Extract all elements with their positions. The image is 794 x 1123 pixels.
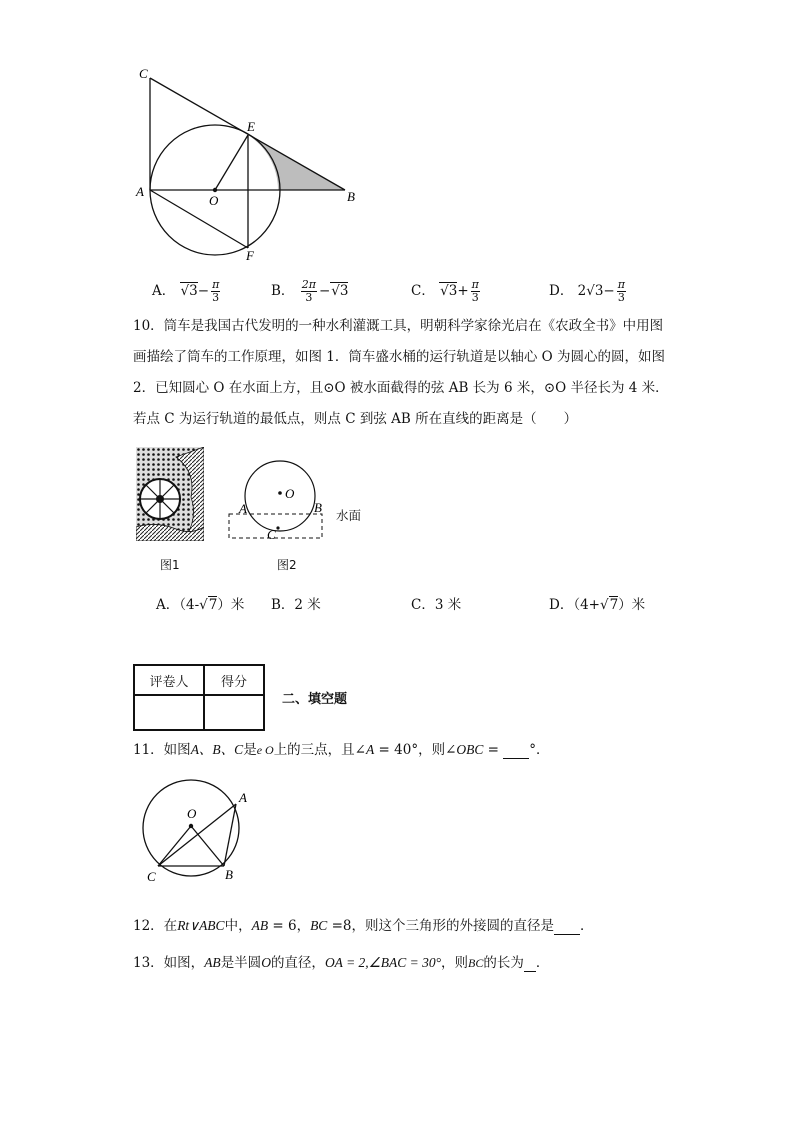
- q11-label-b: B: [225, 867, 233, 882]
- label-c: C: [139, 66, 148, 81]
- section-title: 二、填空题: [282, 692, 348, 707]
- q11-label-c: C: [147, 869, 156, 884]
- q11-figure: [138, 775, 258, 885]
- q10-option-c[interactable]: C．3 米: [411, 597, 462, 613]
- q11-text: 11．如图A、B、C是e O上的三点，且∠A = 40°，则∠OBC = °．: [133, 742, 550, 758]
- score-header-grader: 评卷人: [134, 665, 204, 695]
- q9-option-c[interactable]: C． √3+ $\frac{\pi}{3}$: [411, 278, 479, 304]
- q9-option-a[interactable]: A． √3− $\frac{\pi}{3}$: [152, 278, 220, 304]
- q11-label-o: O: [187, 806, 197, 821]
- label-o: O: [209, 193, 219, 208]
- q10-text: 10．筒车是我国古代发明的一种水利灌溉工具，明朝科学家徐光启在《农政全书》中用图画描绘了筒车的工作原理，如图 1．筒车盛水桶的运行轨道是以轴心 O 为圆心的圆，如图 2．已知圆心 O 在水面上方，且⊙O 被水面截得的弦 AB 长为 6 米，⊙O 半径长为 4 米．若点 C 为运行轨道的最低点，则点 C 到弦 AB 所在直线的距离是（ ）: [133, 318, 669, 427]
- q11-answer-blank[interactable]: [503, 742, 529, 759]
- q10-fig1-caption: 图1: [160, 558, 180, 572]
- q10-option-a[interactable]: A．（4-√7）米: [156, 597, 245, 613]
- label-a: A: [136, 184, 144, 199]
- segment-af: [150, 190, 248, 248]
- q10-option-d[interactable]: D．（4+√7）米: [549, 597, 646, 613]
- score-header-score: 得分: [204, 665, 264, 695]
- q12-answer-blank[interactable]: [554, 918, 580, 935]
- segment-oe: [215, 135, 248, 190]
- q13-text: 13．如图，AB是半圆O的直径，OA = 2,∠BAC = 30°，则BC的长为 ．: [133, 955, 550, 971]
- q10-water-label: 水面: [336, 508, 362, 523]
- fig2-label-o: O: [285, 486, 295, 501]
- label-f: F: [246, 248, 254, 263]
- fig2-label-b: B: [314, 500, 322, 515]
- score-cell-grader[interactable]: [134, 695, 204, 730]
- q10-option-b[interactable]: B．2 米: [271, 597, 321, 613]
- q12-text: 12．在Rt∨ABC中，AB = 6，BC =8，则这个三角形的外接圆的直径是 ．: [133, 918, 594, 934]
- q11-label-a: A: [239, 790, 247, 805]
- q13-answer-blank[interactable]: [524, 955, 536, 972]
- top-geometry-figure: [130, 60, 370, 270]
- label-e: E: [247, 119, 255, 134]
- q9-option-b[interactable]: B． $\frac{2\pi}{3}$ −√3: [271, 278, 349, 304]
- q10-figure2-circle: [225, 455, 375, 555]
- fig2-label-a: A: [239, 501, 247, 516]
- q10-fig2-caption: 图2: [277, 558, 297, 572]
- center-dot: [213, 188, 217, 192]
- label-b: B: [347, 189, 355, 204]
- score-table: [133, 664, 265, 731]
- q10-figure1-waterwheel: [136, 447, 204, 541]
- score-cell-score[interactable]: [204, 695, 264, 730]
- q9-option-d[interactable]: D． 2√3− $\frac{\pi}{3}$: [549, 278, 625, 304]
- fig2-label-c: C: [267, 527, 276, 542]
